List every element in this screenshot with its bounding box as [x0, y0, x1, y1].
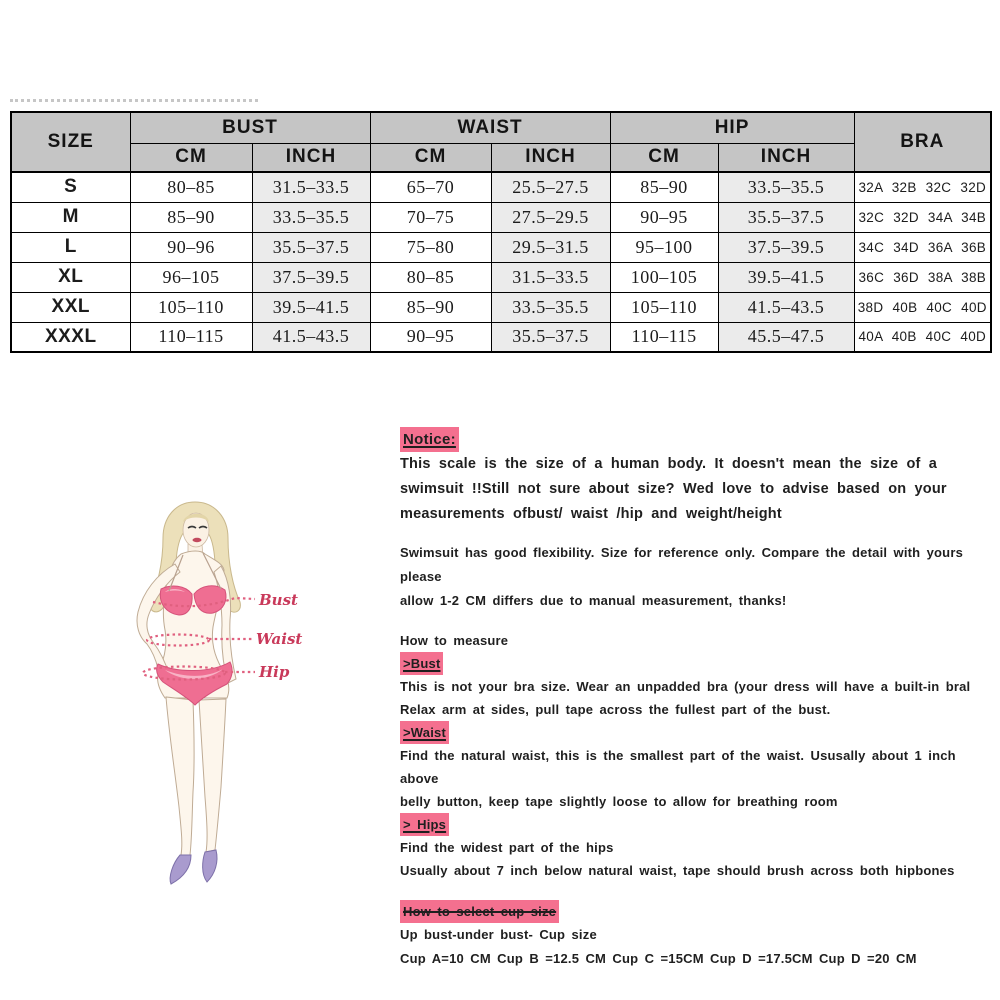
header-waist-inch: INCH: [491, 143, 610, 172]
hip-cm: 85–90: [610, 172, 718, 202]
waist-inch: 25.5–27.5: [491, 172, 610, 202]
cup-size-heading: How to select cup size: [400, 900, 559, 923]
figure-leg-left: [166, 697, 194, 855]
hips-heading-row: [400, 813, 985, 836]
figure-leg-right: [199, 699, 226, 852]
header-waist: WAIST: [370, 112, 610, 143]
hip-cm: 90–95: [610, 202, 718, 232]
notice-text-line: swimsuit !!Still not sure about size? Wed love to advise based on your: [400, 481, 947, 497]
size-chart-table-container: [10, 111, 990, 353]
figure-shoe-left: [170, 855, 191, 884]
bra-sizes: 40A 40B 40C 40D: [854, 322, 991, 352]
size-label: XXL: [11, 292, 130, 322]
cup-size-text-line: Up bust-under bust- Cup size: [400, 927, 597, 942]
header-hip-inch: INCH: [718, 143, 854, 172]
header-bust-inch: INCH: [252, 143, 370, 172]
hip-cm: 110–115: [610, 322, 718, 352]
waist-label: Waist: [256, 630, 303, 648]
waist-inch: 33.5–35.5: [491, 292, 610, 322]
hips-text-line: Usually about 7 inch below natural waist, tape should brush across both hipbones: [400, 863, 955, 878]
header-bust-cm: CM: [130, 143, 252, 172]
hip-cm: 105–110: [610, 292, 718, 322]
waist-inch: 31.5–33.5: [491, 262, 610, 292]
header-hip: HIP: [610, 112, 854, 143]
waist-cm: 90–95: [370, 322, 491, 352]
hip-inch: 41.5–43.5: [718, 292, 854, 322]
bust-inch: 39.5–41.5: [252, 292, 370, 322]
spacer: [400, 613, 985, 629]
bust-label: Bust: [259, 591, 298, 609]
size-label: XXXL: [11, 322, 130, 352]
table-row-s: [11, 172, 991, 202]
waist-cm: 85–90: [370, 292, 491, 322]
bust-cm: 80–85: [130, 172, 252, 202]
notice-heading-row: [400, 427, 985, 452]
header-size: SIZE: [11, 112, 130, 172]
header-bust: BUST: [130, 112, 370, 143]
bust-inch: 37.5–39.5: [252, 262, 370, 292]
measurement-figure: [95, 492, 325, 912]
flexibility-text-line: Swimsuit has good flexibility. Size for reference only. Compare the detail with yours please: [400, 545, 964, 584]
waist-heading: >Waist: [400, 721, 449, 744]
flexibility-text-line: allow 1-2 CM differs due to manual measurement, thanks!: [400, 593, 787, 608]
bust-inch: 31.5–33.5: [252, 172, 370, 202]
waist-cm: 65–70: [370, 172, 491, 202]
waist-inch: 35.5–37.5: [491, 322, 610, 352]
table-row-xxl: [11, 292, 991, 322]
figure-lips: [193, 538, 202, 542]
bra-sizes: 34C 34D 36A 36B: [854, 232, 991, 262]
waist-cm: 70–75: [370, 202, 491, 232]
hip-label: Hip: [259, 663, 290, 681]
header-waist-cm: CM: [370, 143, 491, 172]
bra-sizes: 36C 36D 38A 38B: [854, 262, 991, 292]
size-notes-column: [400, 427, 985, 971]
waist-heading-row: [400, 721, 985, 744]
waist-cm: 80–85: [370, 262, 491, 292]
waist-inch: 29.5–31.5: [491, 232, 610, 262]
bust-cm: 90–96: [130, 232, 252, 262]
notice-heading: Notice:: [400, 427, 459, 452]
hip-inch: 33.5–35.5: [718, 172, 854, 202]
spacer: [400, 882, 985, 900]
table-row-xxxl: [11, 322, 991, 352]
bra-sizes: 32C 32D 34A 34B: [854, 202, 991, 232]
figure-shoe-right: [203, 850, 217, 882]
measurement-figure-sketch: [95, 492, 325, 912]
bust-cm: 96–105: [130, 262, 252, 292]
decorative-dotted-line: [10, 99, 258, 102]
bust-text-line: This is not your bra size. Wear an unpadded bra (your dress will have a built-in bral: [400, 679, 971, 694]
bust-cm: 85–90: [130, 202, 252, 232]
bra-sizes: 32A 32B 32C 32D: [854, 172, 991, 202]
table-row-xl: [11, 262, 991, 292]
bust-cm: 105–110: [130, 292, 252, 322]
table-row-l: [11, 232, 991, 262]
hip-cm: 100–105: [610, 262, 718, 292]
cup-size-heading-row: [400, 900, 985, 923]
waist-cm: 75–80: [370, 232, 491, 262]
bust-inch: 41.5–43.5: [252, 322, 370, 352]
header-hip-cm: CM: [610, 143, 718, 172]
how-to-measure-heading: How to measure: [400, 633, 509, 648]
bust-inch: 35.5–37.5: [252, 232, 370, 262]
bra-sizes: 38D 40B 40C 40D: [854, 292, 991, 322]
notice-text-line: This scale is the size of a human body. It doesn't mean the size of a: [400, 456, 938, 472]
bust-cm: 110–115: [130, 322, 252, 352]
bust-heading-row: [400, 652, 985, 675]
waist-inch: 27.5–29.5: [491, 202, 610, 232]
hip-inch: 45.5–47.5: [718, 322, 854, 352]
hip-inch: 37.5–39.5: [718, 232, 854, 262]
bust-text-line: Relax arm at sides, pull tape across the fullest part of the bust.: [400, 702, 831, 717]
size-label: XL: [11, 262, 130, 292]
bust-heading: >Bust: [400, 652, 443, 675]
hip-inch: 35.5–37.5: [718, 202, 854, 232]
table-row-m: [11, 202, 991, 232]
waist-text-line: belly button, keep tape slightly loose to allow for breathing room: [400, 794, 838, 809]
notice-text-line: measurements ofbust/ waist /hip and weight/height: [400, 506, 782, 522]
size-chart-table: [10, 111, 992, 353]
waist-text-line: Find the natural waist, this is the smallest part of the waist. Ususally about 1 inch above: [400, 748, 956, 786]
size-label: L: [11, 232, 130, 262]
hip-inch: 39.5–41.5: [718, 262, 854, 292]
cup-size-text-line: Cup A=10 CM Cup B =12.5 CM Cup C =15CM Cup D =17.5CM Cup D =20 CM: [400, 951, 917, 966]
hip-cm: 95–100: [610, 232, 718, 262]
bust-inch: 33.5–35.5: [252, 202, 370, 232]
spacer: [400, 527, 985, 541]
size-label: M: [11, 202, 130, 232]
header-bra: BRA: [854, 112, 991, 172]
hips-heading: > Hips: [400, 813, 449, 836]
size-label: S: [11, 172, 130, 202]
hips-text-line: Find the widest part of the hips: [400, 840, 614, 855]
